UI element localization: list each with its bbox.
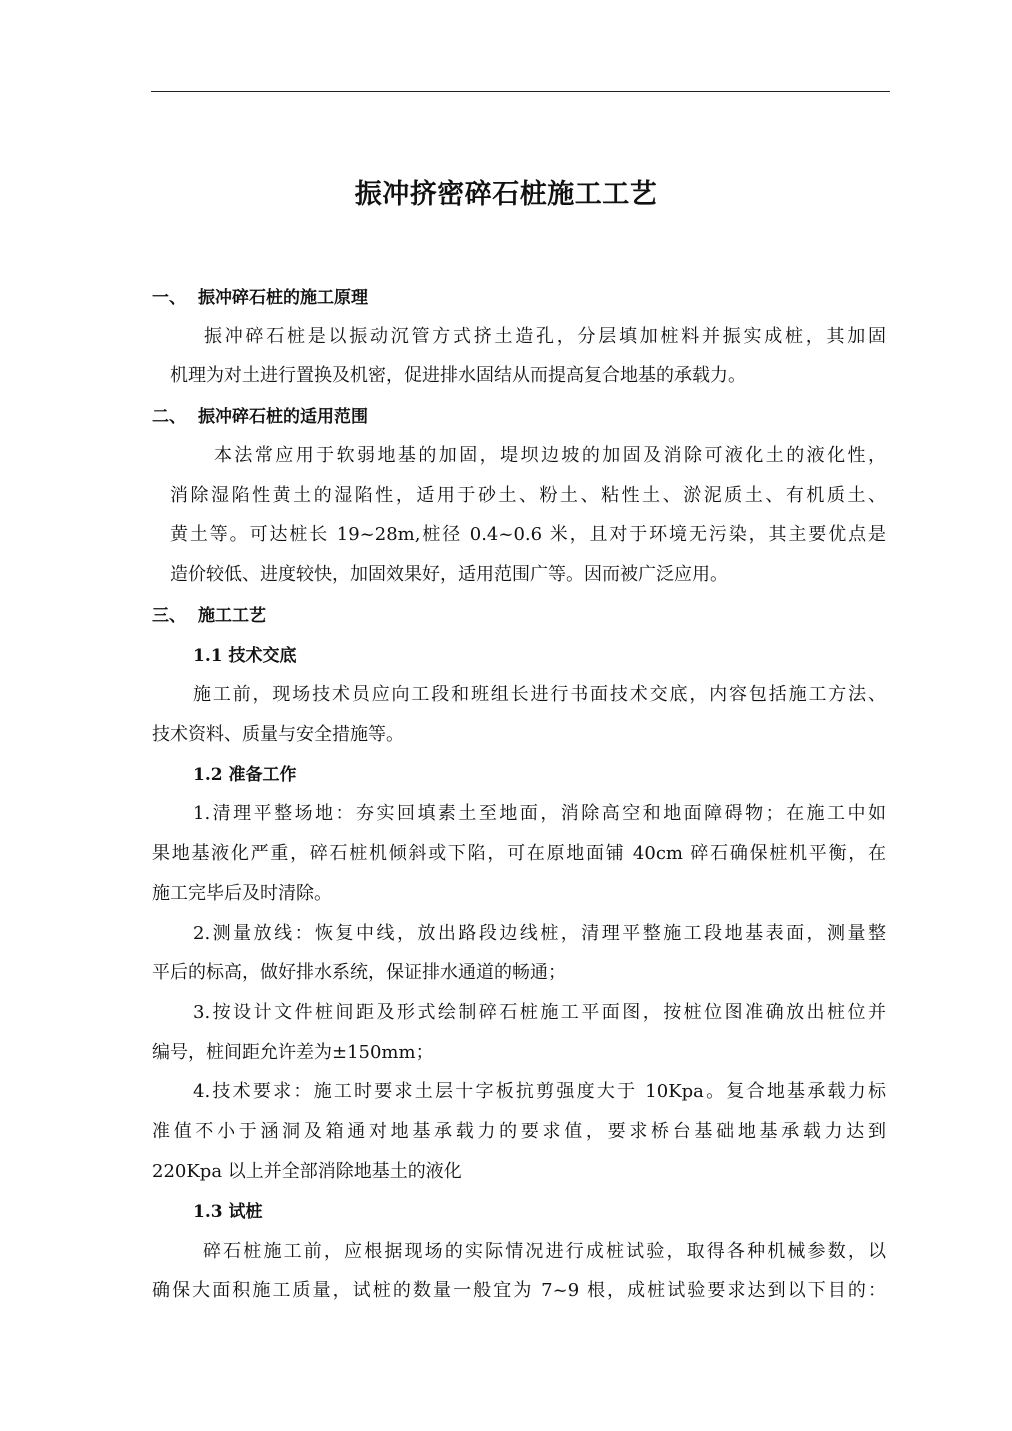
section-number: 三、 — [152, 606, 186, 626]
section-heading-3 — [152, 604, 266, 628]
subsection-heading-1-1: 1.1 技术交底 — [193, 646, 297, 666]
list-item-line: 3.按设计文件桩间距及形式绘制碎石桩施工平面图，按桩位图准确放出桩位并 — [193, 1002, 886, 1023]
list-item-line: 220Kpa 以上并全部消除地基土的液化 — [152, 1161, 462, 1182]
subsection-heading-1-3: 1.3 试桩 — [193, 1202, 263, 1222]
list-item-line: 1.清理平整场地：夯实回填素土至地面，消除高空和地面障碍物；在施工中如 — [193, 803, 886, 824]
paragraph-line: 消除湿陷性黄土的湿陷性，适用于砂土、粉土、粘性土、淤泥质土、有机质土、 — [170, 485, 886, 506]
paragraph-line: 确保大面积施工质量，试桩的数量一般宜为 7~9 根，成桩试验要求达到以下目的： — [152, 1280, 886, 1301]
section-heading-1 — [152, 286, 368, 310]
list-item-line: 编号，桩间距允许差为±150mm； — [152, 1042, 434, 1063]
paragraph-line: 碎石桩施工前，应根据现场的实际情况进行成桩试验，取得各种机械参数，以 — [203, 1241, 886, 1262]
document-title: 振冲挤密碎石桩施工工艺 — [354, 179, 658, 210]
section-number: 二、 — [152, 407, 186, 427]
list-item-line: 准值不小于涵洞及箱通对地基承载力的要求值，要求桥台基础地基承载力达到 — [152, 1121, 886, 1142]
list-item-line: 4.技术要求：施工时要求土层十字板抗剪强度大于 10Kpa。复合地基承载力标 — [193, 1081, 886, 1102]
paragraph-line: 本法常应用于软弱地基的加固，堤坝边坡的加固及消除可液化土的液化性， — [214, 445, 886, 466]
paragraph-line: 机理为对土进行置换及机密，促进排水固结从而提高复合地基的承载力。 — [170, 365, 746, 386]
paragraph-line: 施工前，现场技术员应向工段和班组长进行书面技术交底，内容包括施工方法、 — [193, 684, 886, 705]
section-heading-2 — [152, 405, 368, 429]
subsection-heading-1-2: 1.2 准备工作 — [193, 765, 297, 785]
paragraph-line: 造价较低、进度较快，加固效果好，适用范围广等。因而被广泛应用。 — [170, 564, 728, 585]
paragraph-line: 黄土等。可达桩长 19~28m,桩径 0.4~0.6 米，且对于环境无污染，其主要优点是 — [170, 524, 886, 545]
list-item-line: 施工完毕后及时清除。 — [152, 883, 332, 904]
list-item-line: 2.测量放线：恢复中线，放出路段边线桩，清理平整施工段地基表面，测量整 — [193, 923, 886, 944]
paragraph-line: 振冲碎石桩是以振动沉管方式挤土造孔，分层填加桩料并振实成桩，其加固 — [204, 326, 886, 347]
paragraph-line: 技术资料、质量与安全措施等。 — [152, 724, 404, 745]
section-title: 振冲碎石桩的施工原理 — [198, 288, 368, 308]
list-item-line: 平后的标高，做好排水系统，保证排水通道的畅通； — [152, 962, 566, 983]
section-title: 施工工艺 — [198, 606, 266, 626]
section-title: 振冲碎石桩的适用范围 — [198, 407, 368, 427]
section-number: 一、 — [152, 288, 186, 308]
header-rule — [151, 91, 890, 92]
list-item-line: 果地基液化严重，碎石桩机倾斜或下陷，可在原地面铺 40cm 碎石确保桩机平衡，在 — [152, 843, 886, 864]
